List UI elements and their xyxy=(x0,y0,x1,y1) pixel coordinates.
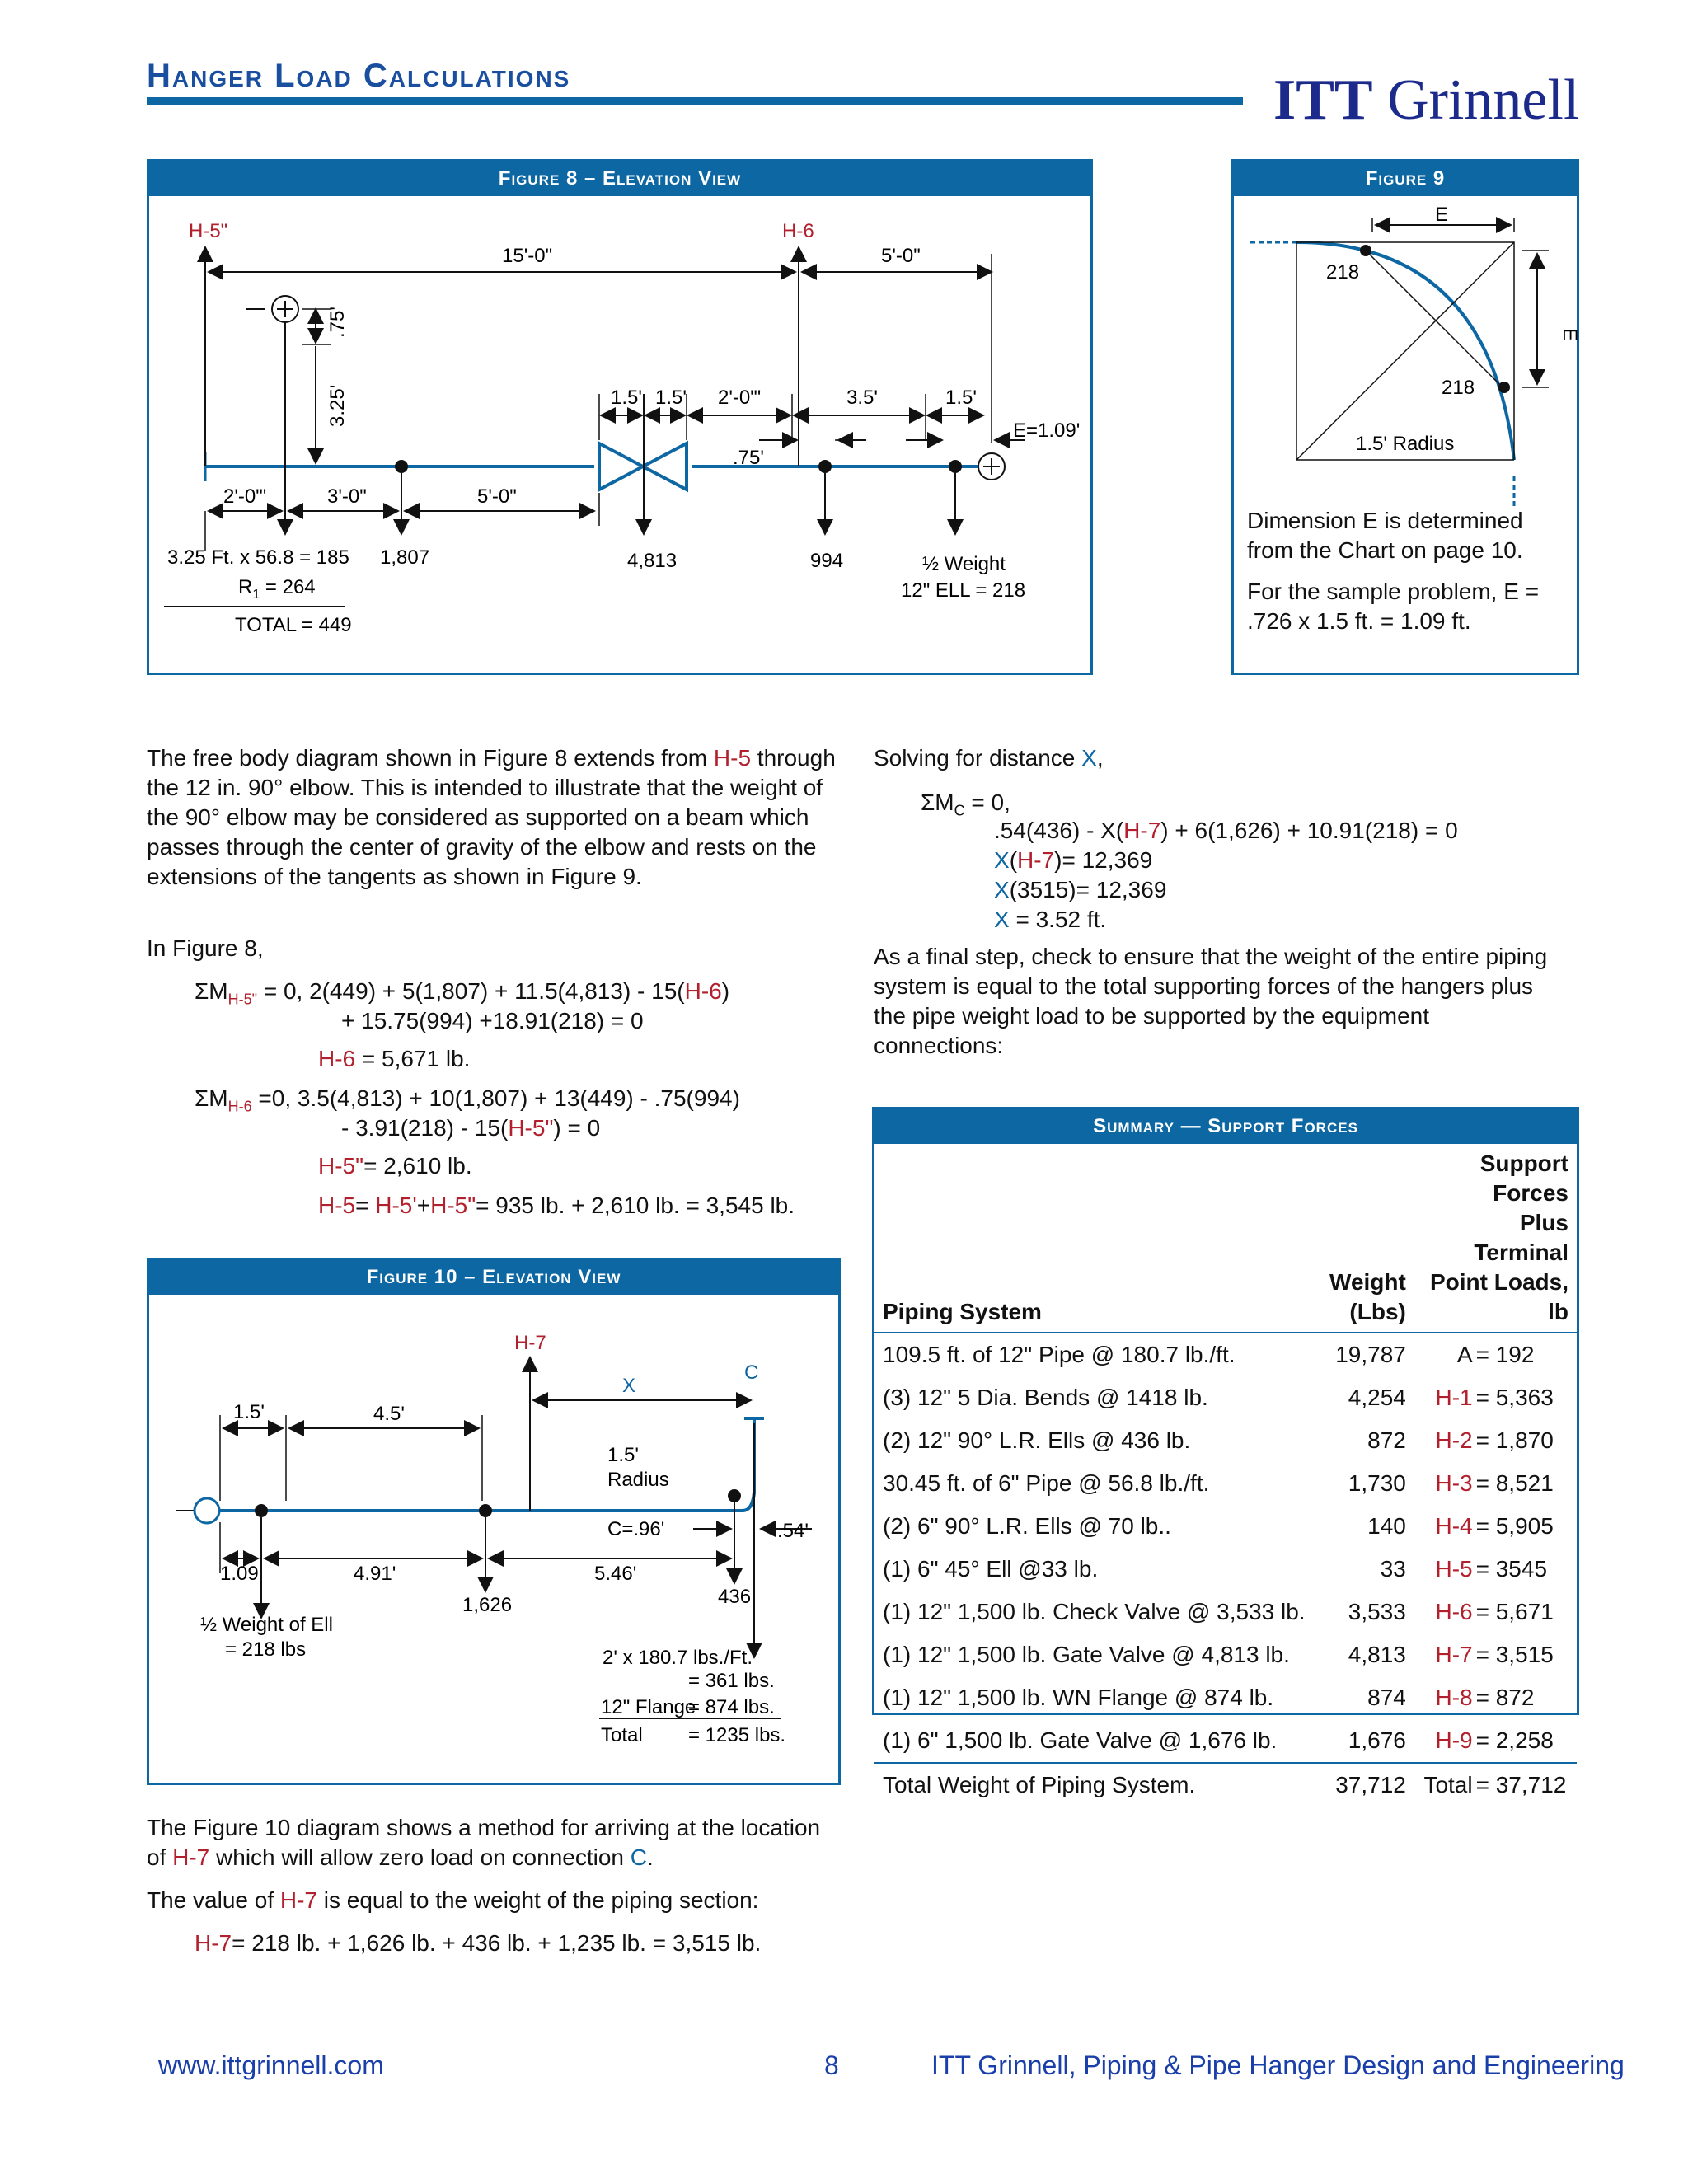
summary-row: (2) 12" 90° L.R. Ells @ 436 lb. 872 H-2 = 1,870 xyxy=(883,1427,1554,1453)
equation-1-cont: + 15.75(994) +18.91(218) = 0 xyxy=(341,1008,644,1033)
svg-text:5.46': 5.46' xyxy=(594,1563,637,1585)
h7-equation: H-7= 218 lb. + 1,626 lb. + 436 lb. + 1,235 lb. = 3,515 lb. xyxy=(195,1930,762,1956)
moment-c-line3: X(3515)= 12,369 xyxy=(994,877,1167,902)
figure-8-diagram xyxy=(149,196,1090,673)
figure-8-title: Figure 8 – Elevation View xyxy=(149,162,1090,196)
figure-10 xyxy=(147,1258,841,1785)
svg-text:= 361 lbs.: = 361 lbs. xyxy=(688,1670,775,1692)
svg-text:= 1235 lbs.: = 1235 lbs. xyxy=(688,1724,786,1746)
load-994: 994 xyxy=(810,550,844,572)
svg-text:Total: Total xyxy=(601,1724,643,1746)
figure-9-diagram xyxy=(1234,196,1581,509)
svg-text:4.91': 4.91' xyxy=(354,1563,396,1585)
result-h5b: H-5"= 2,610 lb. xyxy=(318,1153,472,1179)
fig9-note-1: Dimension E is determined from the Chart on page 10. xyxy=(1247,508,1523,563)
label-c: C xyxy=(744,1361,759,1384)
in-figure-8: In Figure 8, xyxy=(147,935,264,961)
moment-c-line1: .54(436) - X(H-7) + 6(1,626) + 10.91(218) = 0 xyxy=(994,818,1458,843)
label-radius: 1.5' Radius xyxy=(1356,433,1455,455)
load-185: 3.25 Ft. x 56.8 = 185 xyxy=(167,546,349,569)
load-ell: 12" ELL = 218 xyxy=(901,579,1026,602)
intro-paragraph: The free body diagram shown in Figure 8 extends from H-5 through the 12 in. 90° elbow. This is intended to illustrate that the weight of the 90° elbow may be considered as supported on a beam which passes through the center of gravity of the elbow and rests on the extensions of the tangents as shown in Figure 9. xyxy=(147,745,836,889)
dim-054: .54' xyxy=(777,1520,809,1542)
svg-text:1.5': 1.5' xyxy=(233,1401,265,1423)
summary-row: (2) 6" 90° L.R. Ells @ 70 lb.. 140 H-4 = 5,905 xyxy=(883,1513,1554,1539)
svg-text:Radius: Radius xyxy=(607,1469,669,1491)
result-h5: H-5= H-5'+H-5"= 935 lb. + 2,610 lb. = 3,545 lb. xyxy=(318,1193,795,1218)
col-support: Support Forces Plus Terminal Point Loads, lb xyxy=(1430,1151,1568,1324)
summary-row: (1) 12" 1,500 lb. Check Valve @ 3,533 lb. 3,533 H-6 = 5,671 xyxy=(883,1599,1554,1624)
footer-url[interactable]: www.ittgrinnell.com xyxy=(158,2050,384,2080)
svg-text:12" Flange: 12" Flange xyxy=(601,1696,696,1718)
load-half-ell: ½ Weight of Ell xyxy=(200,1614,333,1636)
dim-15ft: 15'-0" xyxy=(502,245,553,267)
equation-2-cont: - 3.91(218) - 15(H-5") = 0 xyxy=(341,1115,601,1141)
svg-text:2' x 180.7 lbs./Ft.: 2' x 180.7 lbs./Ft. xyxy=(603,1647,753,1669)
dim-c96: C=.96' xyxy=(607,1518,665,1540)
figure-10-paragraph: The Figure 10 diagram shows a method for arriving at the location of H-7 which will allow zero load on connection C. xyxy=(147,1815,821,1870)
equation-1: $\Sigma M_{H-5"} = 0$, 2(449) + 5(1,807) + 11.5(4,813) - 15(H-6) xyxy=(195,978,730,1008)
summary-row: 30.45 ft. of 6" Pipe @ 56.8 lb./ft. 1,730 H-3 = 8,521 xyxy=(883,1470,1554,1496)
summary-grid xyxy=(874,1144,1577,1807)
summary-row: (1) 6" 45° Ell @33 lb. 33 H-5 = 3545 xyxy=(883,1556,1548,1582)
equation-2: $\Sigma M_{H-6} =0$, 3.5(4,813) + 10(1,807) + 13(449) - .75(994) xyxy=(195,1085,740,1115)
moment-c-line4: X = 3.52 ft. xyxy=(994,907,1107,932)
figure-10-diagram xyxy=(149,1295,838,1783)
svg-text:= 874 lbs.: = 874 lbs. xyxy=(688,1696,775,1718)
svg-text:2'-0"': 2'-0"' xyxy=(718,387,762,409)
svg-text:= 218 lbs: = 218 lbs xyxy=(225,1638,307,1661)
svg-text:4.5': 4.5' xyxy=(373,1403,405,1425)
label-218a: 218 xyxy=(1326,261,1360,284)
label-h7: H-7 xyxy=(514,1332,546,1354)
page-title: Hanger Load Calculations xyxy=(147,58,571,94)
label-h6: H-6 xyxy=(782,220,814,242)
dim-e-top: E xyxy=(1435,204,1449,226)
summary-total-row: Total Weight of Piping System. 37,712 Total = 37,712 xyxy=(874,1763,1577,1807)
brand-logo xyxy=(1273,68,1579,134)
figure-9-title: Figure 9 xyxy=(1234,162,1577,196)
solving-line: Solving for distance X, xyxy=(874,745,1104,771)
moment-c-line2: X(H-7)= 12,369 xyxy=(994,847,1153,873)
summary-row: (1) 12" 1,500 lb. WN Flange @ 874 lb. 874 H-8 = 872 xyxy=(883,1685,1535,1710)
load-4813: 4,813 xyxy=(627,550,678,572)
figure-10-title: Figure 10 – Elevation View xyxy=(149,1260,838,1295)
svg-text:1.5': 1.5' xyxy=(655,387,687,409)
value-paragraph: The value of H-7 is equal to the weight of the piping section: xyxy=(147,1887,759,1913)
dim-e: E=1.09' xyxy=(1013,419,1081,442)
summary-row: (1) 12" 1,500 lb. Gate Valve @ 4,813 lb. 4,813 H-7 = 3,515 xyxy=(883,1642,1554,1667)
summary-row: (1) 6" 1,500 lb. Gate Valve @ 1,676 lb. 1,676 H-9 = 2,258 xyxy=(883,1727,1554,1753)
load-1807: 1,807 xyxy=(380,546,430,569)
svg-text:1.09': 1.09' xyxy=(220,1563,263,1585)
header-rule xyxy=(147,97,1243,105)
col-piping: Piping System xyxy=(883,1299,1042,1324)
label-218b: 218 xyxy=(1442,377,1475,399)
load-half: ½ Weight xyxy=(922,553,1006,575)
fig9-note-2: For the sample problem, E = .726 x 1.5 ft. = 1.09 ft. xyxy=(1247,579,1540,634)
svg-text:5'-0": 5'-0" xyxy=(477,485,517,508)
svg-text:3.5': 3.5' xyxy=(846,387,878,409)
load-total: TOTAL = 449 xyxy=(235,614,352,636)
load-r1: $R_1 = 264$ xyxy=(238,576,316,602)
brand-bold: ITT xyxy=(1273,68,1373,132)
svg-text:1.5': 1.5' xyxy=(945,387,977,409)
figure-9 xyxy=(1231,159,1579,675)
svg-text:1.5': 1.5' xyxy=(607,1444,639,1466)
dim-5ft: 5'-0" xyxy=(881,245,921,267)
load-1626: 1,626 xyxy=(462,1594,513,1616)
figure-8 xyxy=(147,159,1093,675)
load-436: 436 xyxy=(718,1586,752,1608)
svg-text:1.5': 1.5' xyxy=(611,387,642,409)
brand-rest: Grinnell xyxy=(1372,68,1580,132)
dim-325: 3.25' xyxy=(326,384,349,427)
cg-symbol-icon xyxy=(195,1498,219,1523)
summary-row: 109.5 ft. of 12" Pipe @ 180.7 lb./ft. 19,787 A = 192 xyxy=(883,1342,1535,1367)
label-x: X xyxy=(622,1375,636,1397)
page-number: 8 xyxy=(824,2050,839,2080)
moment-c: $\Sigma M_C = 0$, xyxy=(921,790,1010,819)
final-paragraph: As a final step, check to ensure that the weight of the entire piping system is equal to the total supporting forces of the hangers plus the pipe weight load to be supported by the equipment connections: xyxy=(874,944,1548,1058)
dim-e-side: E xyxy=(1559,328,1581,342)
dim-075: .75' xyxy=(326,307,349,338)
footer-title: ITT Grinnell, Piping & Pipe Hanger Design and Engineering xyxy=(931,2050,1625,2080)
summary-title: Summary — Support Forces xyxy=(874,1109,1577,1144)
summary-table xyxy=(872,1107,1579,1797)
summary-row: (3) 12" 5 Dia. Bends @ 1418 lb. 4,254 H-1 = 5,363 xyxy=(883,1385,1554,1410)
col-weight: Weight (Lbs) xyxy=(1329,1269,1406,1324)
label-h5: H-5" xyxy=(189,220,228,242)
svg-text:3'-0": 3'-0" xyxy=(327,485,367,508)
result-h6: H-6 = 5,671 lb. xyxy=(318,1046,471,1071)
svg-text:.75': .75' xyxy=(733,447,764,469)
svg-text:2'-0"': 2'-0"' xyxy=(223,485,267,508)
